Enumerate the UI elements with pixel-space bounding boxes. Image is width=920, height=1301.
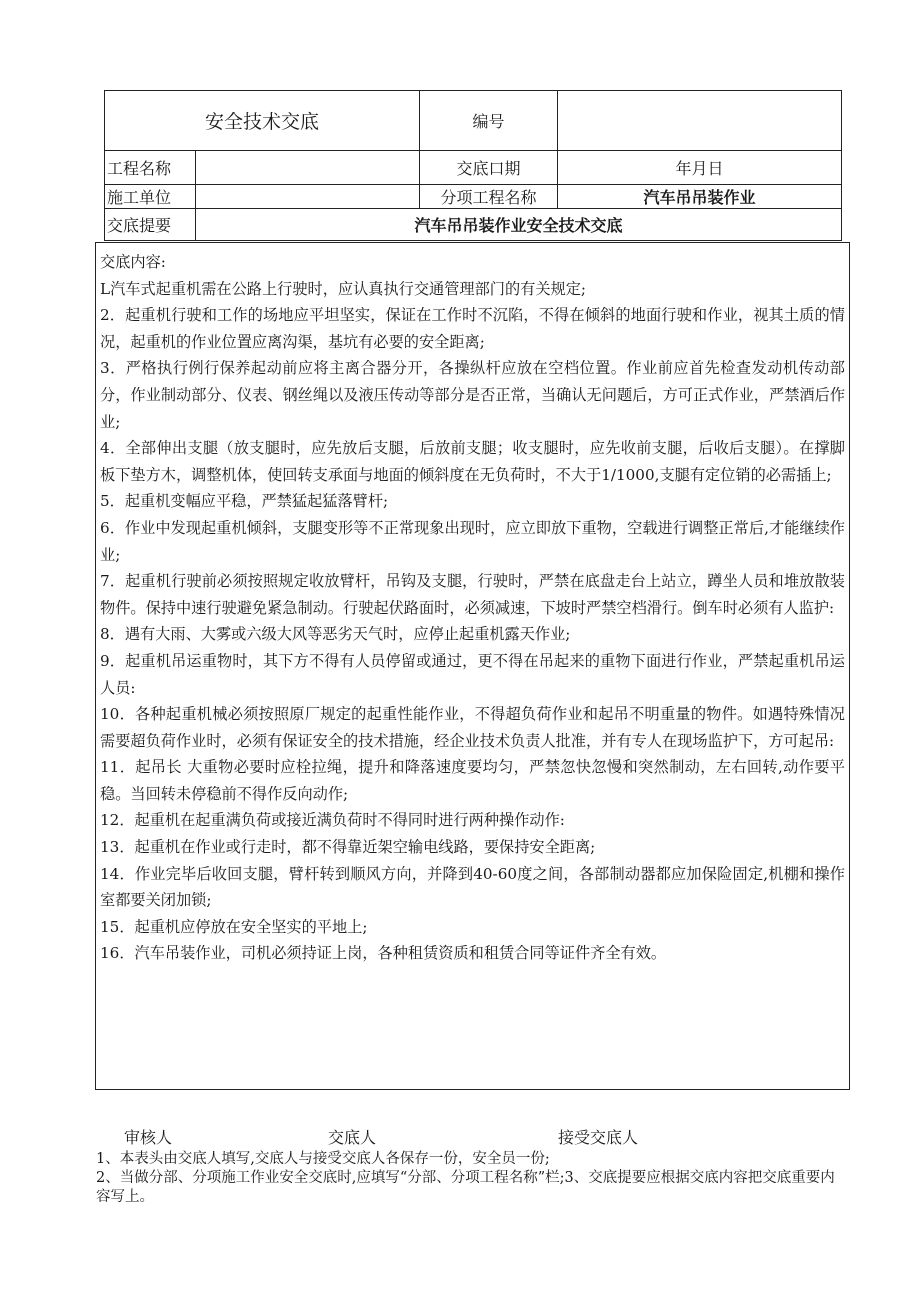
content-item-13: 13．起重机在作业或行走时，都不得靠近架空输电线路，要保持安全距离; <box>100 838 596 857</box>
content-item-15: 15．起重机应停放在安全坚实的平地上; <box>100 917 368 936</box>
summary-value[interactable]: 汽车吊吊装作业安全技术交底 <box>195 209 841 240</box>
summary-label: 交底提要 <box>107 216 172 235</box>
note-2: 2、当做分部、分项施工作业安全交底时,应填写“分部、分项工程名称”栏;3、交底提要应根据交底内容把交底重要内容写上。 <box>96 1170 835 1205</box>
header-table <box>104 90 842 241</box>
form-title: 安全技术交底 <box>204 111 319 133</box>
content-item-16: 16．汽车吊装作业，司机必须持证上岗，各种租赁资质和租赁合同等证件齐全有效。 <box>100 944 667 963</box>
unit-value[interactable] <box>195 185 419 208</box>
header-row-title <box>105 91 841 150</box>
content-item-2: 2．起重机行驶和工作的场地应平坦坚实，保证在工作时不沉陷，不得在倾斜的地面行驶和作业，视其土质的情况，起重机的作业位置应离沟渠，基坑有必要的安全距离; <box>100 306 845 351</box>
content-item-12: 12．起重机在起重满负荷或接近满负荷时不得同时进行两种操作动作: <box>100 811 565 830</box>
content-item-9: 9．起重机吊运重物时，其下方不得有人员停留或通过，更不得在吊起来的重物下面进行作业，严禁起重机吊运人员: <box>100 651 845 697</box>
note-1: 1、本表头由交底人填写,交底人与接受交底人各保存一份，安全员一份; <box>96 1151 550 1167</box>
header-row-unit <box>105 184 841 208</box>
content-item-4: 4．全部伸出支腿（放支腿时，应先放后支腿，后放前支腿；收支腿时，应先收前支腿，后收后支腿）。在撑脚板下垫方木，调整机体，使回转支承面与地面的倾斜度在无负荷时，不大于1/1000,支腿有定位销的必需插上; <box>100 439 845 484</box>
project-name-label: 工程名称 <box>107 159 172 178</box>
content-item-7: 7．起重机行驶前必须按照规定收放臂杆，吊钩及支腿，行驶时，严禁在底盘走台上站立，蹲坐人员和堆放散装物件。保持中速行驶避免紧急制动。行驶起伏路面时，必须减速，下坡时严禁空档滑行。倒车时必须有人监护: <box>100 572 845 617</box>
date-label: 交底口期 <box>419 151 557 184</box>
content-item-14: 14．作业完毕后收回支腿，臂杆转到顺风方向，并降到40-60度之间，各部制动器都应加保险固定,机棚和操作室都要关闭加锁; <box>100 864 845 910</box>
content-item-3: 3．严格执行例行保养起动前应将主离合器分开，各操纵杆应放在空档位置。作业前应首先检查发动机传动部分，作业制动部分、仪表、钢丝绳以及液压传动等部分是否正常，当确认无问题后，方可正式作业，严禁酒后作业; <box>100 359 845 431</box>
header-row-summary <box>105 208 841 240</box>
subproject-label: 分项工程名称 <box>419 185 557 208</box>
content-item-11: 11．起吊长 大重物必要时应栓拉绳，提升和降落速度要均匀，严禁忽快忽慢和突然制动，左右回转,动作要平稳。当回转未停稳前不得作反向动作; <box>100 758 845 803</box>
header-row-project <box>105 150 841 184</box>
number-value[interactable] <box>557 91 841 150</box>
discloser-label: 交底人 <box>328 1128 377 1147</box>
reviewer-label: 审核人 <box>124 1128 173 1147</box>
content-item-10: 10．各种起重机械必须按照原厂规定的起重性能作业，不得超负荷作业和起吊不明重量的物件。如遇特殊情况需要超负荷作业时，必须有保证安全的技术措施，经企业技术负责人批准，并有专人在现场监护下，方可起吊: <box>100 705 845 750</box>
subproject-value[interactable]: 汽车吊吊装作业 <box>557 185 841 208</box>
footer-notes <box>96 1150 848 1207</box>
receiver-label: 接受交底人 <box>558 1128 639 1147</box>
unit-label: 施工单位 <box>107 188 172 207</box>
project-name-value[interactable] <box>195 151 419 184</box>
content-heading: 交底内容: <box>100 253 166 271</box>
disclosure-content <box>95 242 850 1090</box>
content-item-1: L汽车式起重机需在公路上行驶时，应认真执行交通管理部门的有关规定; <box>100 279 587 298</box>
content-item-5: 5．起重机变幅应平稳，严禁猛起猛落臂杆; <box>100 492 389 511</box>
content-item-8: 8．遇有大雨、大雾或六级大风等恶劣天气时，应停止起重机露天作业; <box>100 625 571 644</box>
date-value[interactable]: 年月日 <box>557 151 841 184</box>
content-item-6: 6．作业中发现起重机倾斜，支腿变形等不正常现象出现时，应立即放下重物，空载进行调整正常后,才能继续作业; <box>100 518 845 564</box>
signature-row <box>0 1125 920 1151</box>
number-label: 编号 <box>419 91 557 150</box>
